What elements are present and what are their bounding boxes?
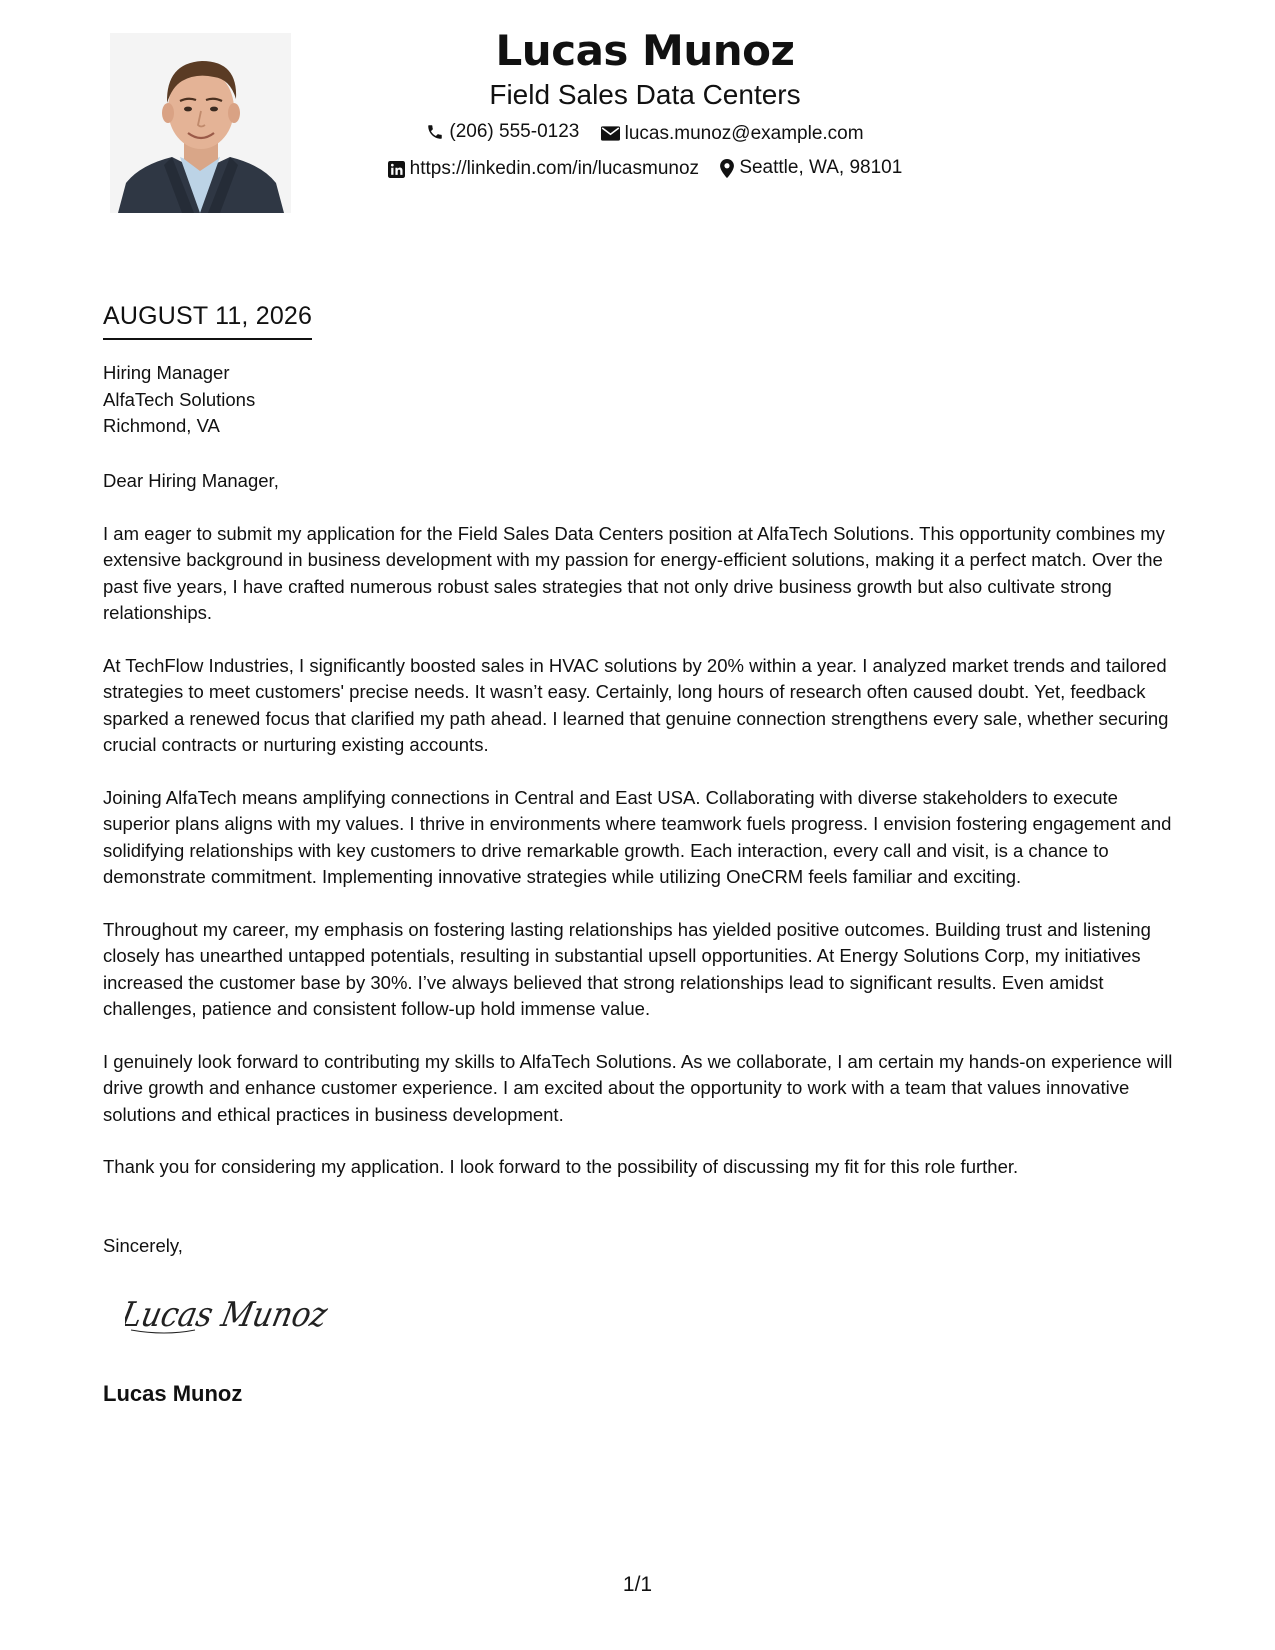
signature-drawing (125, 1290, 340, 1340)
phone-icon (426, 123, 444, 141)
contact-row-2 (330, 156, 960, 185)
svg-text:Lucas Munoz: Lucas Munoz (125, 1295, 340, 1335)
handwritten-signature (125, 1290, 340, 1345)
body-paragraph: At TechFlow Industries, I significantly boosted sales in HVAC solutions by 20% within a year. I analyzed market trends and tailored strategies to meet customers' precise needs. It wasn’t easy. Certainly, long hours of research often caused doubt. Yet, feedback sparked a renewed focus that clarified my path ahead. I learned that genuine connection strengthens every sale, whether securing crucial contracts or nurturing existing accounts. (103, 654, 1169, 755)
profile-photo (110, 33, 291, 213)
location-text: Seattle, WA, 98101 (739, 157, 903, 178)
recipient-line: Hiring Manager (103, 362, 230, 383)
body-paragraph: I genuinely look forward to contributing my skills to AlfaTech Solutions. As we collaborate, I am certain my hands-on experience will drive growth and enhance customer experience. I am excited about the opportunity to work with a team that values innovative solutions and ethical practices in business development. (103, 1050, 1173, 1125)
signer-name: Lucas Munoz (103, 1381, 243, 1406)
email-address: lucas.munoz@example.com (624, 122, 864, 144)
contact-row-1 (330, 120, 960, 148)
envelope-icon (601, 126, 620, 141)
salutation: Dear Hiring Manager, (103, 470, 279, 491)
recipient-line: AlfaTech Solutions (103, 388, 256, 410)
recipient-line: Richmond, VA (103, 415, 220, 436)
linkedin-url: https://linkedin.com/in/lucasmunoz (409, 158, 700, 179)
page-number: 1/1 (622, 1573, 653, 1596)
portrait-illustration (110, 33, 291, 213)
body-paragraph: Joining AlfaTech means amplifying connections in Central and East USA. Collaborating with diverse stakeholders to execute superior plans aligns with my values. I thrive in environments where teamwork fuels progress. I envision fostering engagement and solidifying relationships with key customers to drive remarkable growth. Each interaction, every call and visit, is a chance to demonstrate commitment. Implementing innovative strategies while utilizing OneCRM feels familiar and exciting. (103, 786, 1172, 887)
map-pin-icon (720, 159, 734, 178)
email-contact[interactable] (601, 122, 864, 146)
linkedin-icon (388, 161, 405, 178)
linkedin-contact[interactable] (388, 157, 699, 181)
body-paragraph: I am eager to submit my application for the Field Sales Data Centers position at AlfaTech Solutions. This opportunity combines my extensive background in business development with my passion for energy-efficient solutions, making it a perfect match. Over the past five years, I have crafted numerous robust sales strategies that not only drive business growth but also cultivate strong relationships. (103, 522, 1165, 623)
phone-number: (206) 555-0123 (449, 121, 580, 142)
job-title: Field Sales Data Centers (489, 79, 801, 110)
phone-contact[interactable] (426, 120, 579, 144)
body-paragraph: Thank you for considering my application. I look forward to the possibility of discussing my fit for this role further. (103, 1156, 1019, 1177)
applicant-name: Lucas Munoz (495, 26, 795, 75)
closing: Sincerely, (103, 1235, 183, 1256)
location-contact (720, 156, 902, 180)
recipient-block (103, 360, 255, 440)
header (330, 24, 960, 185)
letter-body (103, 468, 1175, 1207)
body-paragraph: Throughout my career, my emphasis on fostering lasting relationships has yielded positive outcomes. Building trust and listening closely has unearthed untapped potentials, resulting in substantial upsell opportunities. At Energy Solutions Corp, my initiatives increased the customer base by 30%. I’ve always believed that strong relationships lead to significant results. Even amidst challenges, patience and consistent follow-up hold immense value. (103, 918, 1151, 1019)
letter-date: AUGUST 11, 2026 (103, 300, 312, 340)
